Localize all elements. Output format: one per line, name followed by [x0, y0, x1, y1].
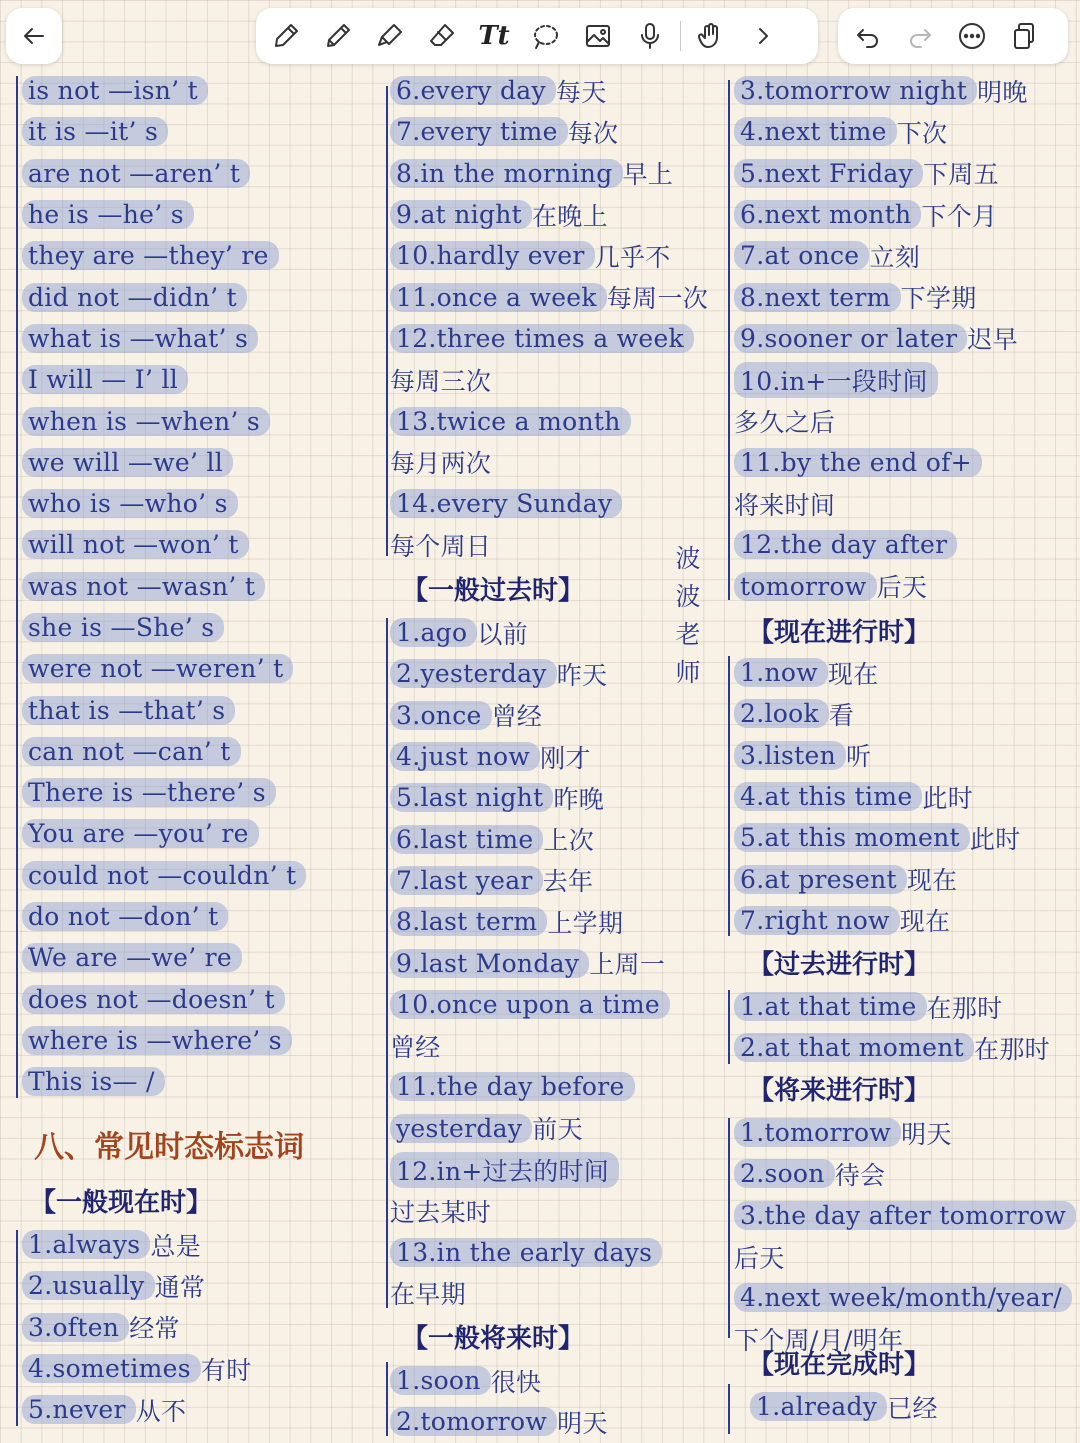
contraction-text: There is —there’ s — [22, 778, 276, 807]
future-simple-marker-english: 2.tomorrow — [390, 1407, 557, 1436]
present-perfect-marker-english: 1.already — [750, 1392, 887, 1421]
past-simple-marker-line — [390, 818, 670, 859]
contraction-text: is not —isn’ t — [22, 76, 208, 105]
present-simple-marker-line — [390, 318, 708, 359]
future-progressive-marker-chinese: 待会 — [834, 1160, 886, 1190]
col2-margin-line-1 — [386, 86, 388, 556]
present-simple-marker-chinese: 总是 — [150, 1231, 202, 1261]
present-simple-marker-chinese: 每天 — [555, 77, 607, 107]
present-simple-marker-line — [22, 1265, 252, 1306]
past-simple-heading: 【一般过去时】 — [402, 576, 585, 606]
present-simple-marker-english: 10.hardly ever — [390, 241, 595, 270]
section-title: 八、常见时态标志词 — [34, 1130, 304, 1165]
future-simple-marker-english: 1.soon — [390, 1366, 491, 1395]
future-progressive-marker-line — [734, 1112, 1076, 1153]
author-signature — [672, 540, 704, 692]
future-simple-marker-english: tomorrow — [734, 572, 877, 601]
present-simple-marker-chinese: 从不 — [135, 1396, 187, 1426]
contraction-line — [22, 855, 306, 896]
contraction-text: she is —She’ s — [22, 613, 224, 642]
present-simple-marker-chinese: 每个周日 — [390, 531, 492, 561]
present-simple-marker-line — [390, 70, 708, 111]
future-simple-marker-chinese: 迟早 — [967, 325, 1018, 355]
future-simple-marker-chinese: 将来时间 — [734, 490, 836, 520]
present-progressive-marker-line — [734, 735, 1021, 776]
future-simple-marker-chinese: 立刻 — [869, 242, 921, 272]
eraser-icon — [427, 21, 457, 51]
present-perfect-marker-line — [750, 1386, 938, 1427]
text-tool-label: Tt — [478, 21, 510, 51]
present-simple-marker-line — [390, 111, 708, 152]
present-simple-marker-chinese: 经常 — [129, 1314, 180, 1344]
past-simple-marker-english: 9.last Monday — [390, 949, 589, 978]
past-simple-marker-english: 12.in+过去的时间 — [390, 1152, 619, 1188]
future-simple-marker-line — [390, 1401, 608, 1442]
arrow-left-icon — [19, 21, 49, 51]
contraction-text: could not —couldn’ t — [22, 861, 306, 890]
contraction-line — [22, 359, 306, 400]
past-heading-wrap — [402, 570, 584, 607]
contraction-line — [22, 813, 306, 854]
present-simple-marker-english: 5.never — [22, 1395, 136, 1424]
future-simple-marker-chinese: 明晚 — [977, 77, 1028, 107]
contraction-text: was not —wasn’ t — [22, 572, 265, 601]
present-progressive-marker-chinese: 听 — [846, 742, 872, 772]
future-simple-marker-chinese: 后天 — [876, 573, 928, 603]
past-simple-list — [390, 612, 670, 1314]
past-simple-marker-chinese: 过去某时 — [390, 1197, 492, 1227]
future-simple-marker-english: 8.next term — [734, 283, 901, 312]
contraction-line — [22, 194, 306, 235]
present-simple-marker-english: 3.often — [22, 1313, 129, 1342]
contraction-text: This is— / — [22, 1067, 165, 1096]
past-simple-marker-chinese: 前天 — [532, 1115, 583, 1145]
future-simple-marker-line — [734, 318, 1028, 359]
present-simple-marker-english: 6.every day — [390, 76, 556, 105]
present-heading-wrap — [30, 1182, 212, 1219]
present-simple-marker-chinese: 每月两次 — [390, 449, 492, 479]
present-perfect-heading: 【现在完成时】 — [748, 1350, 931, 1380]
pen-tool-button[interactable] — [260, 10, 312, 62]
col3-margin-line-5 — [728, 1384, 730, 1434]
contraction-line — [22, 648, 306, 689]
present-simple-marker-line — [390, 442, 708, 483]
past-simple-marker-line — [390, 1231, 670, 1272]
toolbar-divider — [680, 21, 681, 51]
past-simple-marker-chinese: 刚才 — [540, 743, 591, 773]
past-simple-marker-line — [390, 653, 670, 694]
past-simple-marker-english: 3.once — [390, 701, 492, 730]
contraction-line — [22, 524, 306, 565]
col1-margin-line — [16, 76, 18, 1098]
redo-button[interactable] — [894, 10, 946, 62]
future-progressive-list — [734, 1112, 1076, 1360]
contraction-line — [22, 979, 306, 1020]
present-progressive-marker-english: 1.now — [734, 658, 828, 687]
chevron-right-icon — [748, 21, 778, 51]
pages-icon — [1009, 21, 1039, 51]
contraction-line — [22, 689, 306, 730]
past-simple-marker-english: 13.in the early days — [390, 1238, 662, 1267]
past-simple-marker-chinese: 曾经 — [390, 1032, 441, 1062]
present-simple-marker-line — [390, 194, 708, 235]
undo-button[interactable] — [842, 10, 894, 62]
contraction-line — [22, 153, 306, 194]
future-simple-marker-english: 7.at once — [734, 241, 869, 270]
highlighter-tool-button[interactable] — [364, 10, 416, 62]
past-simple-marker-line — [390, 777, 670, 818]
past-simple-marker-line — [390, 1108, 670, 1149]
contraction-text: can not —can’ t — [22, 737, 241, 766]
past-simple-marker-chinese: 上次 — [543, 826, 595, 856]
past-simple-marker-line — [390, 695, 670, 736]
signature-char: 老 — [675, 620, 701, 649]
microphone-tool-button[interactable] — [624, 10, 676, 62]
past-simple-marker-chinese: 以前 — [477, 619, 528, 649]
present-simple-marker-chinese: 几乎不 — [594, 242, 671, 272]
present-progressive-marker-line — [734, 858, 1021, 899]
present-simple-marker-line — [22, 1348, 252, 1389]
present-simple-marker-chinese: 在晚上 — [532, 201, 608, 231]
past-simple-marker-line — [390, 1190, 670, 1231]
prog-heading-wrap — [748, 612, 930, 649]
present-simple-marker-chinese: 早上 — [622, 160, 674, 190]
present-simple-marker-line — [390, 483, 708, 524]
pen-icon — [271, 21, 301, 51]
future-simple-marker-english: 10.in+一段时间 — [734, 362, 938, 398]
future-simple-marker-chinese: 下周五 — [923, 160, 999, 190]
past-simple-marker-english: 1.ago — [390, 618, 477, 647]
future-simple-marker-chinese: 很快 — [490, 1367, 542, 1397]
past-progressive-marker-english: 1.at that time — [734, 992, 927, 1021]
tense-section-heading — [34, 1122, 304, 1166]
past-simple-marker-chinese: 上学期 — [547, 908, 624, 938]
contraction-line — [22, 937, 306, 978]
future-simple-marker-line — [734, 153, 1028, 194]
future-simple-marker-line — [734, 442, 1028, 483]
past-simple-marker-line — [390, 1273, 670, 1314]
present-simple-marker-english: 7.every time — [390, 117, 568, 146]
present-progressive-marker-line — [734, 652, 1021, 693]
future-simple-marker-english: 6.next month — [734, 200, 921, 229]
past-simple-marker-line — [390, 984, 670, 1025]
present-simple-marker-english: 1.always — [22, 1230, 150, 1259]
lasso-tool-button[interactable] — [520, 10, 572, 62]
contraction-text: that is —that’ s — [22, 696, 235, 725]
present-simple-marker-english: 11.once a week — [390, 283, 607, 312]
present-margin-line — [16, 1230, 18, 1426]
present-progressive-marker-english: 4.at this time — [734, 782, 922, 811]
present-simple-marker-chinese: 每次 — [567, 118, 619, 148]
present-simple-marker-english: 2.usually — [22, 1271, 155, 1300]
past-simple-marker-chinese: 上周一 — [589, 950, 666, 980]
past-progressive-marker-chinese: 在那时 — [974, 1034, 1050, 1064]
contraction-line — [22, 772, 306, 813]
past-simple-marker-english: 11.the day before — [390, 1072, 635, 1101]
future-progressive-marker-english: 4.next week/month/year/ — [734, 1283, 1072, 1312]
past-simple-marker-line — [390, 942, 670, 983]
perfect-heading-wrap — [748, 1344, 930, 1381]
col3-margin-line-4 — [728, 1118, 730, 1338]
present-simple-marker-line — [22, 1224, 252, 1265]
present-simple-marker-english: 4.sometimes — [22, 1354, 201, 1383]
contraction-text: who is —who’ s — [22, 489, 238, 518]
past-simple-marker-english: 4.just now — [390, 742, 540, 771]
present-progressive-marker-english: 6.at present — [734, 865, 907, 894]
present-simple-marker-line — [22, 1389, 252, 1430]
col3-margin-line-1 — [728, 80, 730, 600]
past-progressive-marker-english: 2.at that moment — [734, 1033, 974, 1062]
image-icon — [583, 21, 613, 51]
signature-char: 师 — [675, 658, 701, 687]
past-simple-marker-english: 2.yesterday — [390, 659, 557, 688]
col2-margin-line-3 — [386, 1362, 388, 1436]
contraction-line — [22, 1020, 306, 1061]
past-simple-marker-line — [390, 612, 670, 653]
present-progressive-marker-english: 2.look — [734, 699, 829, 728]
present-simple-marker-english: 13.twice a month — [390, 407, 631, 436]
past-simple-marker-line — [390, 736, 670, 777]
future-progressive-marker-chinese: 下个周/月/明年 — [734, 1326, 904, 1356]
contraction-text: I will — I’ ll — [22, 365, 188, 394]
pages-button[interactable] — [998, 10, 1050, 62]
present-simple-marker-english: 8.in the morning — [390, 159, 623, 188]
signature-char: 波 — [675, 544, 701, 573]
present-progressive-marker-line — [734, 900, 1021, 941]
present-simple-marker-line — [390, 359, 708, 400]
past-simple-marker-english: 6.last time — [390, 825, 543, 854]
present-simple-marker-chinese: 有时 — [200, 1355, 252, 1385]
future-progressive-marker-line — [734, 1153, 1076, 1194]
present-progressive-marker-chinese: 看 — [828, 700, 855, 730]
past-simple-marker-line — [390, 1149, 670, 1190]
future-progressive-marker-line — [734, 1236, 1076, 1277]
contraction-text: when is —when’ s — [22, 407, 270, 436]
more-icon — [957, 21, 987, 51]
future-simple-marker-line — [734, 276, 1028, 317]
present-simple-marker-line — [390, 400, 708, 441]
past-simple-marker-english: 8.last term — [390, 907, 547, 936]
future-progressive-marker-english: 3.the day after tomorrow — [734, 1201, 1076, 1230]
present-perfect-list — [750, 1386, 938, 1427]
present-simple-marker-english: 9.at night — [390, 200, 532, 229]
image-tool-button[interactable] — [572, 10, 624, 62]
past-simple-marker-line — [390, 1025, 670, 1066]
contraction-text: will not —won’ t — [22, 530, 249, 559]
present-simple-marker-line — [390, 276, 708, 317]
contraction-line — [22, 276, 306, 317]
highlighter-icon — [375, 21, 405, 51]
present-progressive-marker-chinese: 现在 — [827, 659, 879, 689]
contraction-line — [22, 483, 306, 524]
present-simple-marker-english: 14.every Sunday — [390, 489, 622, 518]
future-simple-marker-english: 3.tomorrow night — [734, 76, 977, 105]
contraction-line — [22, 607, 306, 648]
col3-margin-line-2 — [728, 656, 730, 936]
past-simple-marker-chinese: 昨晚 — [553, 784, 605, 814]
present-progressive-marker-chinese: 此时 — [922, 783, 974, 813]
future-heading-wrap — [402, 1318, 584, 1355]
present-simple-marker-chinese: 通常 — [154, 1272, 206, 1302]
microphone-icon — [635, 21, 665, 51]
contraction-line — [22, 70, 306, 111]
past-progressive-marker-line — [734, 1027, 1050, 1068]
col3-margin-line-3 — [728, 990, 730, 1064]
present-simple-marker-line — [390, 235, 708, 276]
present-simple-heading: 【一般现在时】 — [30, 1188, 213, 1218]
future-simple-marker-chinese: 下个月 — [921, 201, 998, 231]
past-simple-marker-line — [390, 1066, 670, 1107]
past-simple-marker-chinese: 去年 — [542, 867, 594, 897]
undo-icon — [853, 21, 883, 51]
past-simple-marker-chinese: 在早期 — [390, 1280, 466, 1310]
future-simple-marker-line — [734, 400, 1028, 441]
text-tool-button[interactable] — [468, 10, 520, 62]
future-simple-marker-line — [734, 359, 1028, 400]
contraction-text: You are —you’ re — [22, 819, 259, 848]
contraction-line — [22, 235, 306, 276]
present-simple-list — [22, 1224, 252, 1430]
past-progressive-marker-chinese: 在那时 — [926, 993, 1003, 1023]
future-progressive-marker-chinese: 明天 — [901, 1119, 952, 1149]
redo-icon — [905, 21, 935, 51]
present-progressive-marker-english: 3.listen — [734, 741, 846, 770]
contractions-list — [22, 70, 306, 1102]
contraction-line — [22, 442, 306, 483]
present-simple-marker-line — [390, 524, 708, 565]
future-simple-marker-english: 9.sooner or later — [734, 324, 967, 353]
contraction-line — [22, 400, 306, 441]
future-simple-marker-chinese: 下学期 — [900, 284, 977, 314]
present-progressive-marker-chinese: 此时 — [969, 824, 1021, 854]
present-simple-marker-english: 12.three times a week — [390, 324, 694, 353]
future-simple-marker-english: 5.next Friday — [734, 159, 923, 188]
contraction-line — [22, 111, 306, 152]
action-group — [838, 8, 1068, 64]
contraction-text: do not —don’ t — [22, 902, 228, 931]
present-progressive-marker-chinese: 现在 — [899, 907, 951, 937]
contraction-text: did not —didn’ t — [22, 283, 247, 312]
contraction-text: they are —they’ re — [22, 241, 279, 270]
present-progressive-list — [734, 652, 1021, 941]
past-simple-marker-line — [390, 860, 670, 901]
col2-margin-line-2 — [386, 618, 388, 1308]
fut-prog-heading-wrap — [748, 1070, 930, 1107]
more-tools-button[interactable] — [737, 10, 789, 62]
tool-palette — [256, 8, 818, 64]
eraser-tool-button[interactable] — [416, 10, 468, 62]
future-simple-marker-line — [734, 194, 1028, 235]
contraction-text: where is —where’ s — [22, 1026, 292, 1055]
past-prog-heading-wrap — [748, 944, 930, 981]
present-progressive-heading: 【现在进行时】 — [748, 618, 931, 648]
present-progressive-marker-chinese: 现在 — [906, 866, 958, 896]
past-progressive-list — [734, 986, 1050, 1069]
future-progressive-marker-english: 2.soon — [734, 1159, 835, 1188]
contraction-text: it is —it’ s — [22, 117, 168, 146]
hand-icon — [696, 21, 726, 51]
future-progressive-marker-chinese: 后天 — [734, 1243, 785, 1273]
past-simple-marker-english: 5.last night — [390, 783, 553, 812]
contraction-line — [22, 731, 306, 772]
present-simple-marker-line — [390, 153, 708, 194]
pencil-tool-button[interactable] — [312, 10, 364, 62]
present-simple-marker-chinese: 每周一次 — [606, 284, 709, 314]
present-progressive-marker-line — [734, 817, 1021, 858]
past-simple-marker-chinese: 曾经 — [491, 702, 543, 732]
contraction-text: were not —weren’ t — [22, 654, 293, 683]
past-simple-marker-chinese: 昨天 — [556, 660, 608, 690]
contraction-text: are not —aren’ t — [22, 159, 250, 188]
past-simple-marker-line — [390, 901, 670, 942]
contraction-line — [22, 566, 306, 607]
past-progressive-heading: 【过去进行时】 — [748, 950, 931, 980]
contraction-text: he is —he’ s — [22, 200, 194, 229]
contraction-line — [22, 1061, 306, 1102]
contraction-text: We are —we’ re — [22, 943, 242, 972]
future-progressive-marker-english: 1.tomorrow — [734, 1118, 901, 1147]
future-simple-marker-chinese: 下次 — [896, 118, 948, 148]
future-simple-marker-english: 11.by the end of+ — [734, 448, 982, 477]
past-simple-marker-english: yesterday — [390, 1114, 532, 1143]
back-group — [6, 8, 62, 64]
future-simple-list — [390, 1360, 608, 1443]
future-simple-marker-english: 4.next time — [734, 117, 897, 146]
present-progressive-marker-line — [734, 776, 1021, 817]
future-simple-marker-chinese: 明天 — [557, 1408, 608, 1438]
future-simple-marker-line — [734, 524, 1028, 565]
future-simple-marker-line — [390, 1360, 608, 1401]
present-simple-continued-list — [390, 70, 708, 566]
contraction-line — [22, 318, 306, 359]
present-progressive-marker-english: 7.right now — [734, 906, 900, 935]
future-simple-marker-line — [734, 70, 1028, 111]
present-progressive-marker-english: 5.at this moment — [734, 823, 970, 852]
back-button[interactable] — [8, 10, 60, 62]
past-progressive-marker-line — [734, 986, 1050, 1027]
future-simple-marker-line — [734, 235, 1028, 276]
hand-tool-button[interactable] — [685, 10, 737, 62]
future-simple-marker-english: 12.the day after — [734, 530, 957, 559]
future-simple-marker-line — [734, 566, 1028, 607]
past-simple-marker-english: 7.last year — [390, 866, 543, 895]
future-progressive-marker-line — [734, 1195, 1076, 1236]
present-progressive-marker-line — [734, 693, 1021, 734]
more-options-button[interactable] — [946, 10, 998, 62]
present-simple-marker-chinese: 每周三次 — [390, 366, 492, 396]
lasso-icon — [531, 21, 561, 51]
contraction-line — [22, 896, 306, 937]
future-simple-marker-line — [734, 111, 1028, 152]
contraction-text: we will —we’ ll — [22, 448, 233, 477]
present-perfect-marker-chinese: 已经 — [887, 1393, 938, 1423]
future-progressive-heading: 【将来进行时】 — [748, 1076, 931, 1106]
future-progressive-marker-line — [734, 1277, 1076, 1318]
contraction-text: does not —doesn’ t — [22, 985, 285, 1014]
signature-char: 波 — [675, 582, 701, 611]
pencil-icon — [323, 21, 353, 51]
future-simple-marker-chinese: 多久之后 — [734, 408, 836, 438]
contraction-text: what is —what’ s — [22, 324, 258, 353]
future-simple-continued-list — [734, 70, 1028, 607]
future-simple-heading: 【一般将来时】 — [402, 1324, 585, 1354]
present-simple-marker-line — [22, 1307, 252, 1348]
past-simple-marker-english: 10.once upon a time — [390, 990, 670, 1019]
future-simple-marker-line — [734, 483, 1028, 524]
